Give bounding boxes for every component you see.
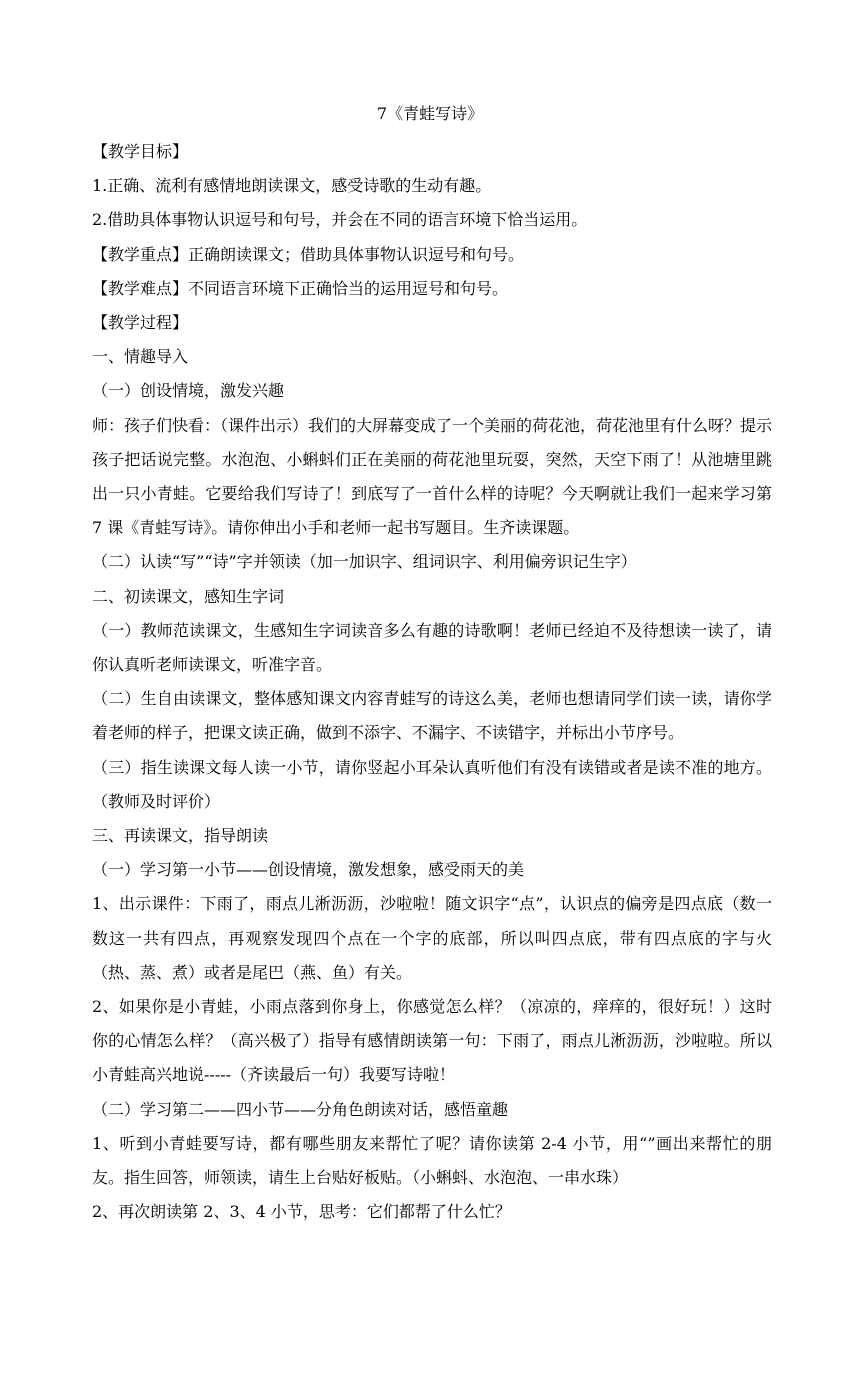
objective-item: 2.借助具体事物认识逗号和句号，并会在不同的语言环境下恰当运用。 [92,210,588,230]
section-heading-process: 【教学过程】 [92,313,189,333]
step-heading: 三、再读课文，指导朗读 [92,826,269,846]
body-paragraph: 2、如果你是小青蛙，小雨点落到你身上，你感觉怎么样？（凉凉的，痒痒的，很好玩！）这时你的心情怎么样？（高兴极了）指导有感情朗读第一句：下雨了，雨点儿淅沥沥，沙啦啦。所以小青蛙高兴地说-----（齐读最后一句）我要写诗啦！ [92,997,772,1085]
document-body [92,135,772,1230]
body-paragraph: 2、再次朗读第 2、3、4 小节，思考：它们都帮了什么忙？ [92,1202,511,1222]
body-paragraph: 1、听到小青蛙要写诗，都有哪些朋友来帮忙了呢？请你读第 2-4 小节，用“”画出来帮忙的朋友。指生回答，师领读，请生上台贴好板贴。（小蝌蚪、水泡泡、一串水珠） [92,1133,772,1188]
section-heading-objectives: 【教学目标】 [92,142,189,161]
objective-item: 1.正确、流利有感情地朗读课文，感受诗歌的生动有趣。 [92,176,492,196]
document-title: 7《青蛙写诗》 [376,104,484,123]
key-point-paragraph: 【教学重点】正确朗读课文；借助具体事物认识逗号和句号。 [92,244,525,264]
body-paragraph: （二）生自由读课文，整体感知课文内容青蛙写的诗这么美，老师也想请同学们读一读，请你学着老师的样子，把课文读正确，做到不添字、不漏字、不读错字，并标出小节序号。 [92,689,772,743]
sub-step-heading: （一）学习第一小节——创设情境，激发想象，感受雨天的美 [92,860,525,880]
body-paragraph: （三）指生读课文每人读一小节，请你竖起小耳朵认真听他们有没有读错或者是读不准的地方。（教师及时评价） [92,757,772,811]
sub-step-heading: （一）创设情境，激发兴趣 [92,381,285,401]
difficult-point-paragraph: 【教学难点】不同语言环境下正确恰当的运用逗号和句号。 [92,278,509,298]
sub-step-heading: （二）学习第二——四小节——分角色朗读对话，感悟童趣 [92,1099,509,1119]
body-paragraph: 1、出示课件：下雨了，雨点儿淅沥沥，沙啦啦！随文识字“点”，认识点的偏旁是四点底（数一数这一共有四点，再观察发现四个点在一个字的底部，所以叫四点底，带有四点底的字与火（热、蒸、煮）或者是尾巴（燕、鱼）有关。 [92,894,772,982]
step-heading: 一、情趣导入 [92,347,189,367]
body-paragraph: 师：孩子们快看：（课件出示）我们的大屏幕变成了一个美丽的荷花池，荷花池里有什么呀？提示孩子把话说完整。水泡泡、小蝌蚪们正在美丽的荷花池里玩耍，突然，天空下雨了！从池塘里跳出一只小青蛙。它要给我们写诗了！到底写了一首什么样的诗呢？今天啊就让我们一起来学习第 7 课《青蛙写诗》。请你伸出小手和老师一起书写题目。生齐读课题。 [92,415,773,538]
sub-step-heading: （二）认读“写”“诗”字并领读（加一加识字、组词识字、利用偏旁识记生字） [92,552,637,572]
step-heading: 二、初读课文，感知生字词 [92,586,285,606]
body-paragraph: （一）教师范读课文，生感知生字词读音多么有趣的诗歌啊！老师已经迫不及待想读一读了，请你认真听老师读课文，听准字音。 [92,620,772,675]
